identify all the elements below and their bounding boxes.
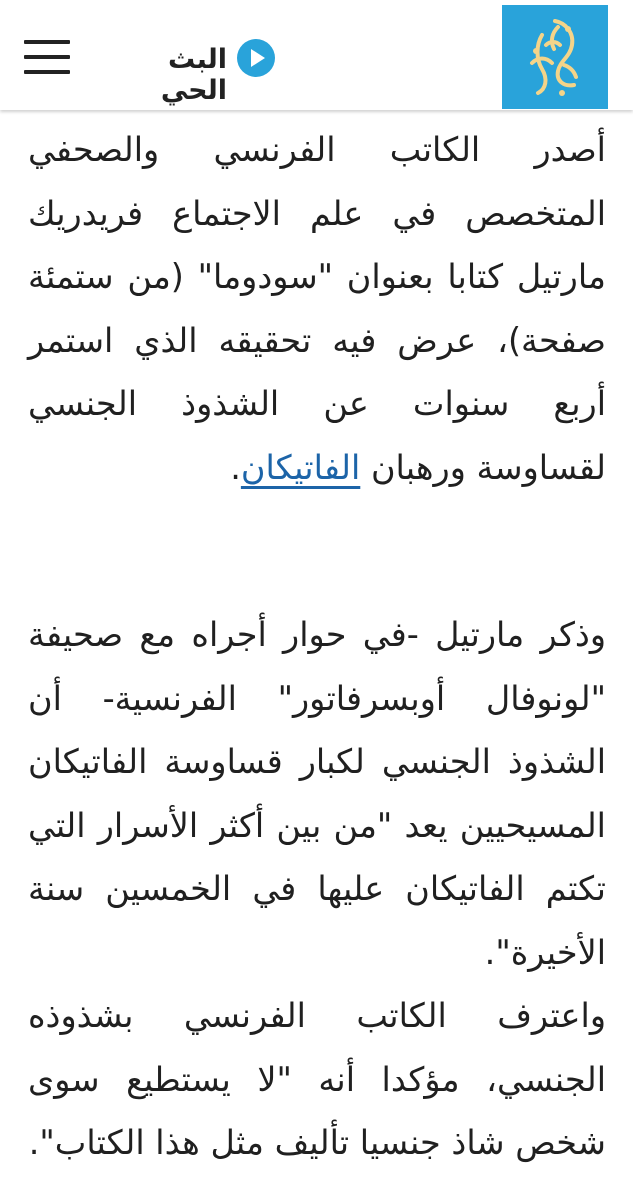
article-paragraph	[28, 118, 606, 499]
play-circle-icon	[236, 38, 276, 78]
top-bar	[0, 0, 633, 110]
live-stream-button[interactable]	[102, 38, 282, 106]
al-jazeera-logo-icon	[502, 5, 608, 109]
menu-line	[24, 70, 70, 74]
menu-line	[24, 55, 70, 59]
article-paragraph: وذكر مارتيل -في حوار أجراه مع صحيفة "لونوفال أوبسرفاتور" الفرنسية- أن الشذوذ الجنسي لكبار قساوسة الفاتيكان المسيحيين يعد "من بين أكثر الأسرار التي تكتم الفاتيكان عليها في الخمسين سنة الأخيرة".	[28, 615, 606, 972]
vatican-link[interactable]: الفاتيكان	[240, 447, 361, 487]
live-stream-label: البث الحي	[160, 44, 227, 106]
paragraph-end: .	[230, 447, 241, 487]
menu-line	[24, 40, 70, 44]
hamburger-menu-icon[interactable]	[24, 40, 70, 74]
article-body	[28, 118, 606, 1175]
paragraph-text: أصدر الكاتب الفرنسي والصحفي المتخصص في علم الاجتماع فريدريك مارتيل كتابا بعنوان "سودوما" (من ستمئة صفحة)، عرض فيه تحقيقه الذي استمر أربع سنوات عن الشذوذ الجنسي لقساوسة ورهبان	[28, 130, 606, 487]
al-jazeera-logo[interactable]	[502, 5, 608, 109]
article-paragraph: واعترف الكاتب الفرنسي بشذوذه الجنسي، مؤكدا أنه "لا يستطيع سوى شخص شاذ جنسيا تأليف مثل هذا الكتاب".	[28, 996, 606, 1162]
